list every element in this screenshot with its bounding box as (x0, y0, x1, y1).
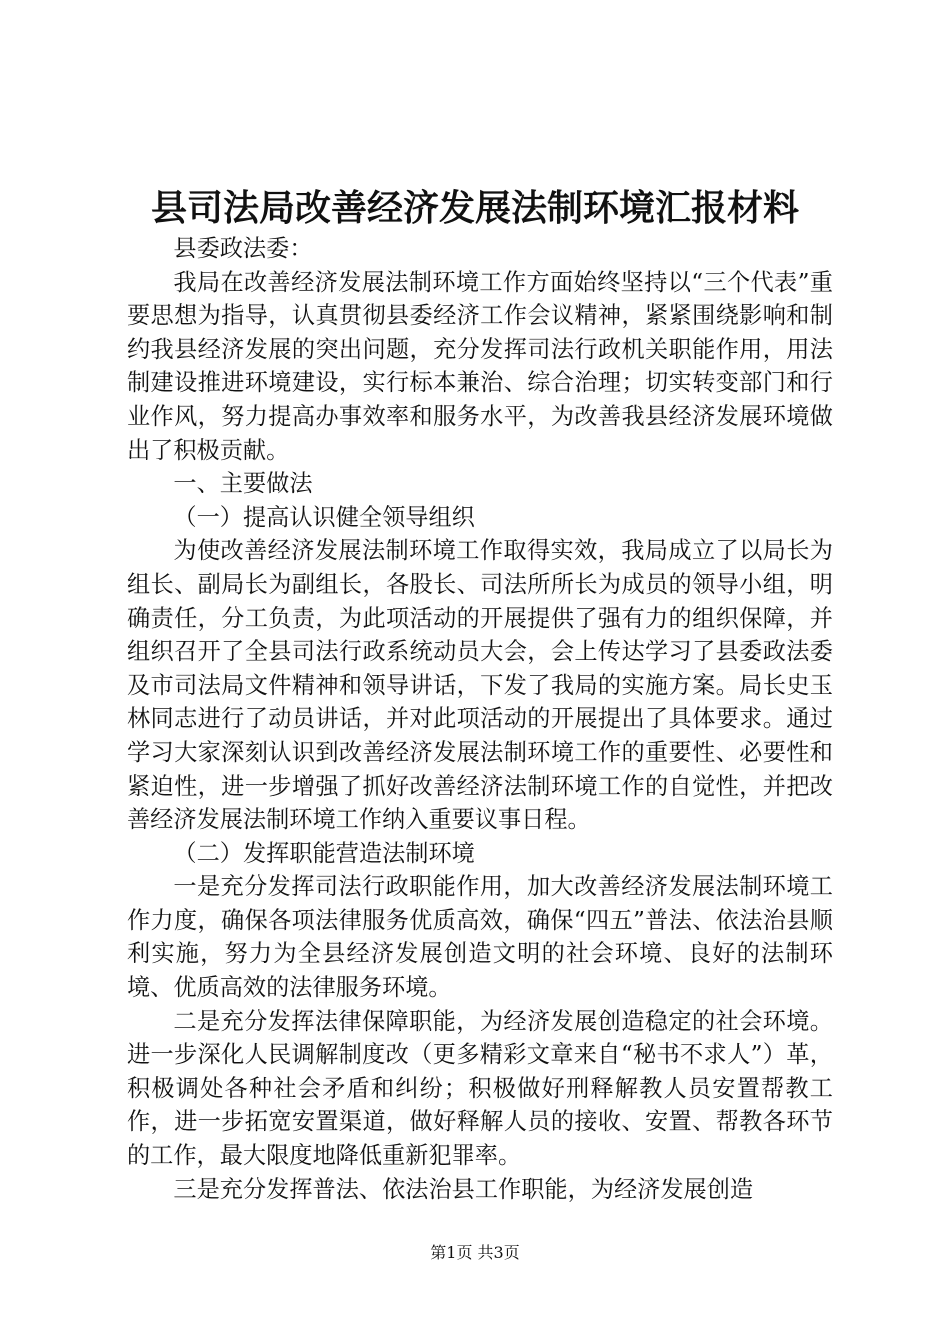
salutation: 县委政法委： (173, 235, 313, 262)
page-number-footer: 第1页 共3页 (430, 1243, 520, 1262)
document-title: 县司法局改善经济发展法制环境汇报材料 (150, 187, 799, 229)
paragraph-point-one: 一是充分发挥司法行政职能作用，加大改善经济发展法制环境工作力度，确保各项法律服务优质高效，确保“四五”普法、依法治县顺利实施，努力为全县经济发展创造文明的社会环境、良好的法制环境、优质高效的法律服务环境。 (127, 873, 833, 1002)
subheading-functions: （二）发挥职能营造法制环境 (173, 839, 475, 867)
paragraph-leadership: 为使改善经济发展法制环境工作取得实效，我局成立了以局长为组长、副局长为副组长，各股长、司法所所长为成员的领导小组，明确责任，分工负责，为此项活动的开展提供了强有力的组织保障，并组织召开了全县司法行政系统动员大会，会上传达学习了县委政法委及市司法局文件精神和领导讲话，下发了我局的实施方案。局长史玉林同志进行了动员讲话，并对此项活动的开展提出了具体要求。通过学习大家深刻认识到改善经济发展法制环境工作的重要性、必要性和紧迫性，进一步增强了抓好改善经济法制环境工作的自觉性，并把改善经济发展法制环境工作纳入重要议事日程。 (127, 537, 833, 834)
paragraph-intro: 我局在改善经济发展法制环境工作方面始终坚持以“三个代表”重要思想为指导，认真贯彻县委经济工作会议精神，紧紧围绕影响和制约我县经济发展的突出问题，充分发挥司法行政机关职能作用，用法制建设推进环境建设，实行标本兼治、综合治理；切实转变部门和行业作风，努力提高办事效率和服务水平，为改善我县经济发展环境做出了积极贡献。 (127, 268, 833, 464)
paragraph-point-two: 二是充分发挥法律保障职能，为经济发展创造稳定的社会环境。进一步深化人民调解制度改（更多精彩文章来自“秘书不求人”）革，积极调处各种社会矛盾和纠纷；积极做好刑释解教人员安置帮教工作，进一步拓宽安置渠道，做好释解人员的接收、安置、帮教各环节的工作，最大限度地降低重新犯罪率。 (127, 1007, 833, 1170)
subheading-leadership: （一）提高认识健全领导组织 (173, 503, 475, 531)
heading-main-practices: 一、主要做法 (173, 470, 313, 498)
document-body (127, 232, 833, 1206)
paragraph-point-three: 三是充分发挥普法、依法治县工作职能，为经济发展创造 (173, 1175, 754, 1203)
